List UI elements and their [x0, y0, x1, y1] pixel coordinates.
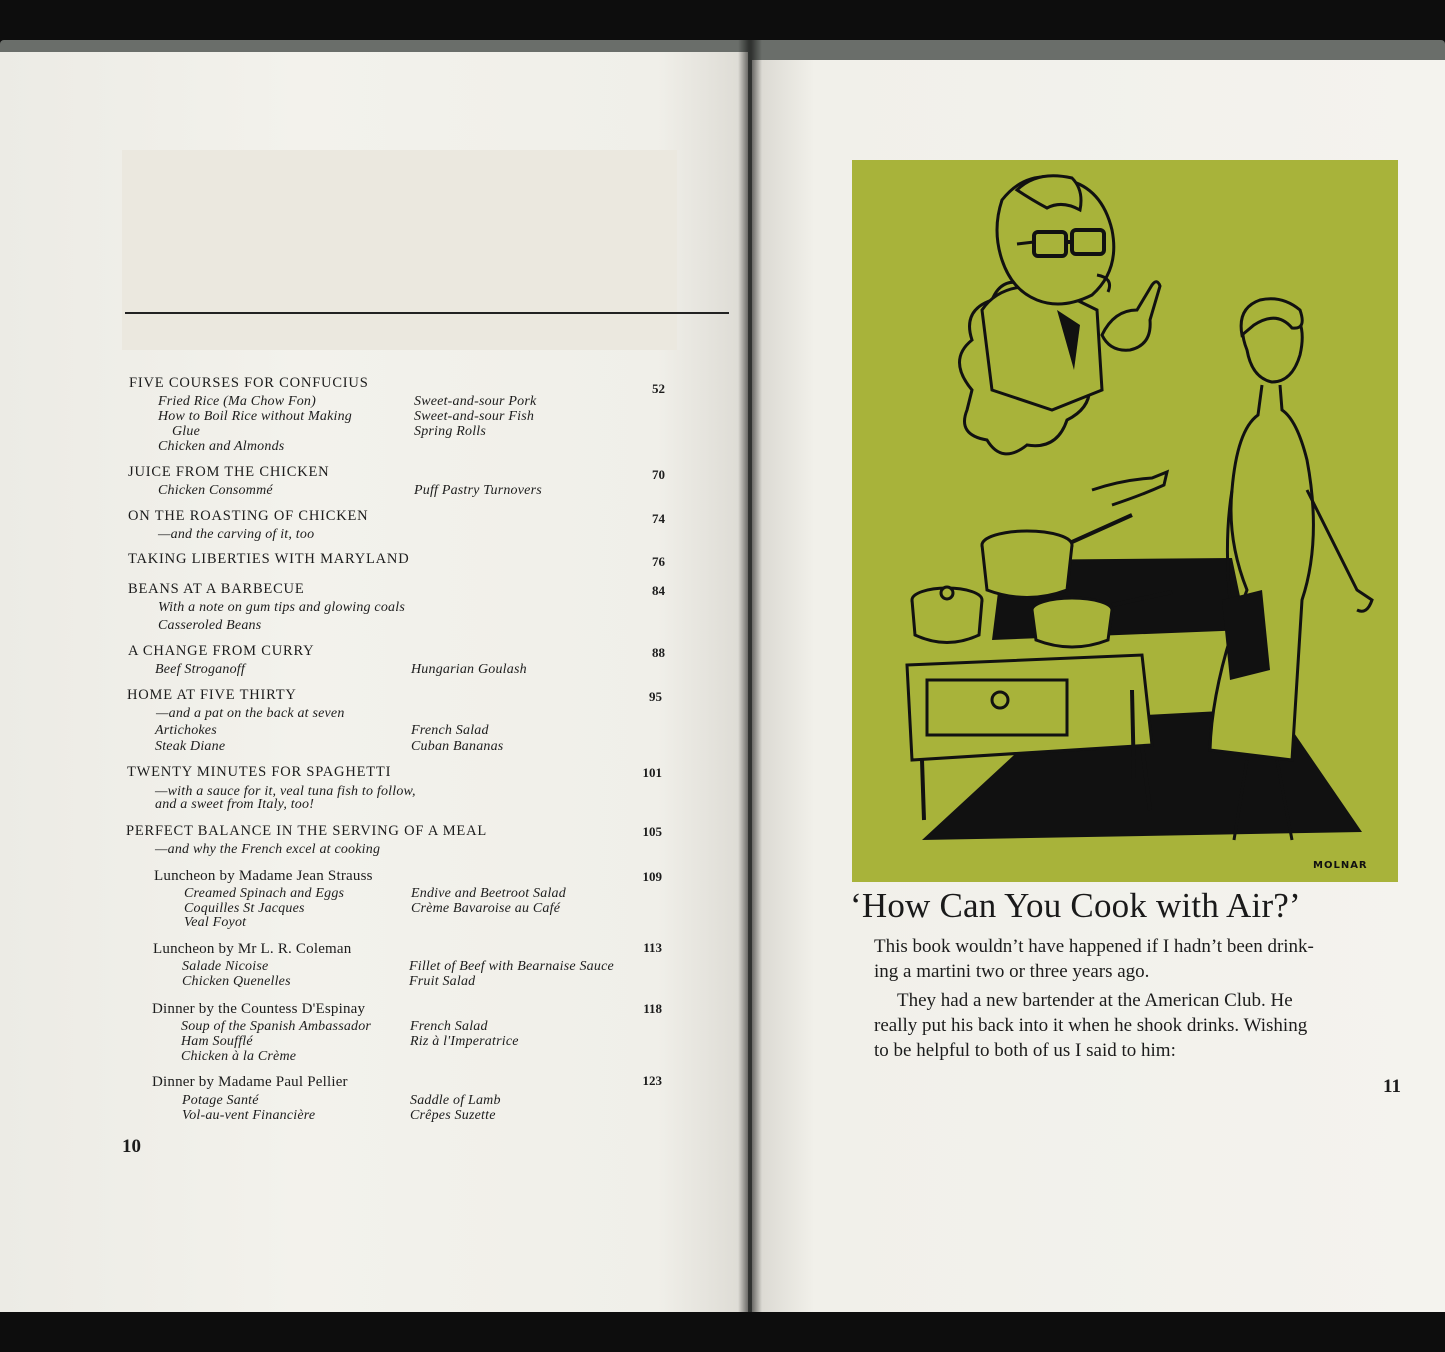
- toc-entry-title: Dinner by Madame Paul Pellier: [152, 1074, 348, 1090]
- toc-dish: Endive and Beetroot Salad: [411, 886, 566, 901]
- chapter-heading: ‘How Can You Cook with Air?’: [850, 886, 1301, 925]
- toc-entry-subtitle: —and a pat on the back at seven: [156, 706, 345, 721]
- toc-entry-subtitle: —and why the French excel at cooking: [155, 842, 381, 857]
- toc-entry-title: FIVE COURSES FOR CONFUCIUS: [129, 375, 369, 391]
- toc-dish: Veal Foyot: [184, 915, 247, 930]
- toc-page-number: 118: [643, 1001, 662, 1016]
- toc-entry-title: TWENTY MINUTES FOR SPAGHETTI: [127, 764, 392, 780]
- toc-entry-title: Luncheon by Mr L. R. Coleman: [153, 941, 352, 957]
- toc-dish: Artichokes: [155, 723, 217, 738]
- toc-page-number: 52: [652, 381, 665, 396]
- toc-page-number: 123: [642, 1073, 662, 1088]
- paragraph-2-line-1: They had a new bartender at the American Club. He: [897, 990, 1293, 1011]
- paragraph-2-line-3: to be helpful to both of us I said to him:: [874, 1040, 1176, 1061]
- toc-page-number: 101: [642, 765, 662, 780]
- toc-entry-title: PERFECT BALANCE IN THE SERVING OF A MEAL: [126, 823, 488, 839]
- paragraph-2-line-2: really put his back into it when he shook drinks. Wishing: [874, 1015, 1308, 1036]
- paragraph-1-line-2: ing a martini two or three years ago.: [874, 961, 1150, 982]
- paragraph-1-line-1: This book wouldn’t have happened if I hadn’t been drink-: [874, 936, 1314, 957]
- toc-page-number: 74: [652, 511, 665, 526]
- toc-entry-title: A CHANGE FROM CURRY: [128, 643, 315, 659]
- toc-dish: Creamed Spinach and Eggs: [184, 886, 345, 901]
- toc-dish: Fried Rice (Ma Chow Fon): [158, 394, 316, 409]
- toc-page-number: 84: [652, 583, 665, 598]
- toc-dish: Spring Rolls: [414, 424, 487, 439]
- toc-dish: Chicken Consommé: [158, 483, 273, 498]
- toc-page-number: 109: [642, 869, 662, 884]
- book-gutter: [738, 40, 762, 1312]
- right-page-number: 11: [1383, 1076, 1401, 1097]
- toc-page-number: 95: [649, 689, 662, 704]
- toc-entry-subtitle: —and the carving of it, too: [158, 527, 315, 542]
- toc-dish: Fruit Salad: [409, 974, 476, 989]
- cartoon-illustration: [852, 160, 1398, 882]
- toc-entry-title: Luncheon by Madame Jean Strauss: [154, 868, 373, 884]
- toc-dish: Soup of the Spanish Ambassador: [181, 1019, 372, 1034]
- toc-entry-subtitle: —with a sauce for it, veal tuna fish to follow,: [155, 784, 416, 799]
- toc-dish: Saddle of Lamb: [410, 1093, 501, 1108]
- toc-dish: Coquilles St Jacques: [184, 901, 305, 916]
- toc-page-number: 113: [643, 940, 662, 955]
- table-of-contents: [0, 52, 748, 1312]
- toc-dish: Vol-au-vent Financière: [182, 1108, 316, 1123]
- toc-dish: Beef Stroganoff: [155, 662, 245, 677]
- toc-dish: Salade Nicoise: [182, 959, 269, 974]
- toc-dish: How to Boil Rice without Making: [158, 409, 353, 424]
- toc-dish: French Salad: [410, 1019, 488, 1034]
- toc-entry-title: Dinner by the Countess D'Espinay: [152, 1001, 366, 1017]
- toc-dish: Sweet-and-sour Fish: [414, 409, 535, 424]
- toc-dish: French Salad: [411, 723, 489, 738]
- right-page: [752, 60, 1445, 1312]
- toc-entry-subtitle: and a sweet from Italy, too!: [155, 797, 315, 812]
- toc-dish: Chicken Quenelles: [182, 974, 291, 989]
- toc-page-number: 88: [652, 645, 665, 660]
- toc-entry-title: JUICE FROM THE CHICKEN: [128, 464, 330, 480]
- toc-entry-title: HOME AT FIVE THIRTY: [127, 687, 297, 703]
- toc-dish: Riz à l'Imperatrice: [410, 1034, 519, 1049]
- left-page: [0, 52, 748, 1312]
- toc-dish: Potage Santé: [182, 1093, 259, 1108]
- toc-entry-subtitle: With a note on gum tips and glowing coals: [158, 600, 405, 615]
- toc-page-number: 70: [652, 467, 665, 482]
- toc-entry-title: ON THE ROASTING OF CHICKEN: [128, 508, 369, 524]
- toc-page-number: 105: [642, 824, 662, 839]
- toc-dish: Chicken and Almonds: [158, 439, 285, 454]
- toc-dish: Glue: [172, 424, 201, 439]
- toc-dish: Sweet-and-sour Pork: [414, 394, 537, 409]
- left-page-number: 10: [122, 1136, 141, 1157]
- toc-dish: Casseroled Beans: [158, 618, 262, 633]
- toc-dish: Steak Diane: [155, 739, 226, 754]
- toc-dish: Crêpes Suzette: [410, 1108, 496, 1123]
- toc-dish: Ham Soufflé: [181, 1034, 253, 1049]
- toc-dish: Chicken à la Crème: [181, 1049, 297, 1064]
- toc-entry-title: TAKING LIBERTIES WITH MARYLAND: [128, 551, 410, 567]
- toc-dish: Puff Pastry Turnovers: [414, 483, 542, 498]
- toc-entry-title: BEANS AT A BARBECUE: [128, 581, 305, 597]
- toc-page-number: 76: [652, 554, 665, 569]
- toc-dish: Crème Bavaroise au Café: [411, 901, 561, 916]
- toc-dish: Fillet of Beef with Bearnaise Sauce: [409, 959, 614, 974]
- toc-dish: Hungarian Goulash: [411, 662, 527, 677]
- artist-signature: MOLNAR: [1313, 860, 1368, 871]
- toc-dish: Cuban Bananas: [411, 739, 504, 754]
